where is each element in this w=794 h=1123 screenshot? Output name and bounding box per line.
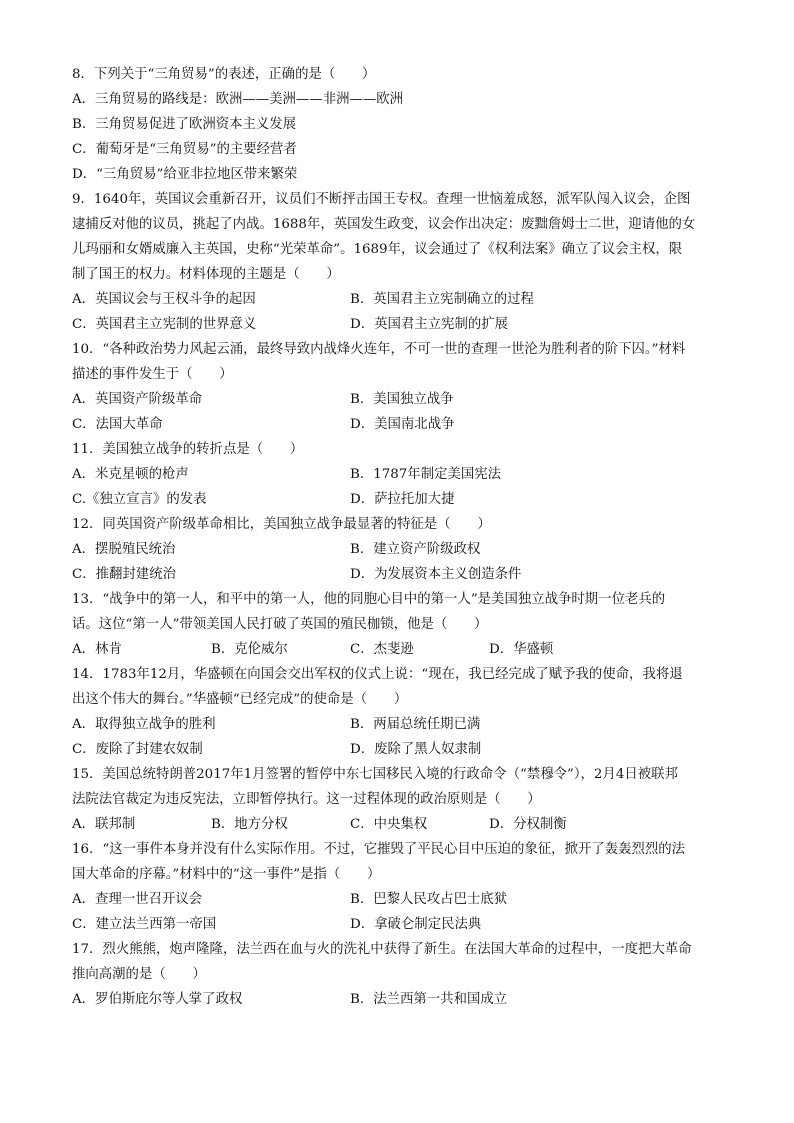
answer-option: D．“三角贸易”给亚非拉地区带来繁荣 bbox=[72, 167, 298, 182]
options-row bbox=[72, 637, 732, 662]
answer-option: C．推翻封建统治 bbox=[72, 567, 176, 582]
options-row bbox=[72, 137, 732, 162]
question-stem-line: 15．美国总统特朗普2017年1月签署的暂停中东七国移民入境的行政命令（“禁穆令”），2月4日被联邦 bbox=[72, 767, 678, 782]
question-stem-line: 出这个伟大的舞台。”华盛顿“已经完成”的使命是（ ） bbox=[72, 692, 408, 707]
options-row bbox=[72, 812, 732, 837]
options-row bbox=[72, 412, 732, 437]
question-stem-line: 推向高潮的是（ ） bbox=[72, 967, 206, 982]
answer-option: A．取得独立战争的胜利 bbox=[72, 717, 216, 732]
answer-option: A．米克星顿的枪声 bbox=[72, 467, 189, 482]
options-row bbox=[72, 887, 732, 912]
options-row bbox=[72, 562, 732, 587]
question-stem-line: 儿玛丽和女婿威廉入主英国，史称“光荣革命”。1689年，议会通过了《权利法案》确立了议会主权，限 bbox=[72, 242, 683, 257]
answer-option: C．英国君主立宪制的世界意义 bbox=[72, 317, 257, 332]
question-stem-line: 12．同英国资产阶级革命相比，美国独立战争最显著的特征是（ ） bbox=[72, 517, 491, 532]
question-stem-line: 8．下列关于“三角贸易”的表述，正确的是（ ） bbox=[72, 67, 376, 82]
question-stem-line: 17．烈火熊熊，炮声隆隆，法兰西在血与火的洗礼中获得了新生。在法国大革命的过程中，一度把大革命 bbox=[72, 942, 692, 957]
answer-option: B．英国君主立宪制确立的过程 bbox=[350, 292, 534, 307]
options-row bbox=[72, 387, 732, 412]
answer-option: C.《独立宣言》的发表 bbox=[72, 492, 207, 507]
answer-option: C．法国大革命 bbox=[72, 417, 163, 432]
question-10 bbox=[72, 337, 732, 437]
question-15 bbox=[72, 762, 732, 837]
answer-option: D．美国南北战争 bbox=[350, 417, 455, 432]
question-stem-line: 法院法官裁定为违反宪法，立即暂停执行。这一过程体现的政治原则是（ ） bbox=[72, 792, 541, 807]
question-stem-line: 国大革命的序幕。”材料中的“这一事件”是指（ ） bbox=[72, 867, 381, 882]
question-9 bbox=[72, 187, 732, 337]
answer-option: A．摆脱殖民统治 bbox=[72, 542, 176, 557]
answer-option: D．分权制衡 bbox=[489, 817, 567, 832]
options-row bbox=[72, 537, 732, 562]
options-row bbox=[72, 712, 732, 737]
answer-option: A．查理一世召开议会 bbox=[72, 892, 203, 907]
answer-option: D．废除了黑人奴隶制 bbox=[350, 742, 482, 757]
question-stem-line: 制了国王的权力。材料体现的主题是（ ） bbox=[72, 267, 340, 282]
answer-option: B．两届总统任期已满 bbox=[350, 717, 481, 732]
options-row bbox=[72, 162, 732, 187]
question-16 bbox=[72, 837, 732, 937]
answer-option: C．葡萄牙是“三角贸易”的主要经营者 bbox=[72, 142, 297, 157]
answer-option: D．萨拉托加大捷 bbox=[350, 492, 455, 507]
options-row bbox=[72, 987, 732, 1012]
answer-option: D．华盛顿 bbox=[489, 642, 554, 657]
question-stem-line: 描述的事件发生于（ ） bbox=[72, 367, 233, 382]
options-row bbox=[72, 737, 732, 762]
question-12 bbox=[72, 512, 732, 587]
question-stem-line: 10．“各种政治势力风起云涌，最终导致内战烽火连年，不可一世的查理一世沦为胜利者的阶下囚。”材料 bbox=[72, 342, 686, 357]
answer-option: B．三角贸易促进了欧洲资本主义发展 bbox=[72, 117, 297, 132]
answer-option: A．三角贸易的路线是：欧洲——美洲——非洲——欧洲 bbox=[72, 92, 404, 107]
question-17 bbox=[72, 937, 732, 1012]
question-stem-line: 逮捕反对他的议员，挑起了内战。1688年，英国发生政变，议会作出决定：废黜詹姆士二世，迎请他的女 bbox=[72, 217, 696, 232]
answer-option: A．英国资产阶级革命 bbox=[72, 392, 203, 407]
question-8 bbox=[72, 62, 732, 187]
question-14 bbox=[72, 662, 732, 762]
answer-option: B．1787年制定美国宪法 bbox=[350, 467, 502, 482]
answer-option: C．杰斐逊 bbox=[350, 642, 414, 657]
answer-option: B．法兰西第一共和国成立 bbox=[350, 992, 508, 1007]
options-row bbox=[72, 287, 732, 312]
question-13 bbox=[72, 587, 732, 662]
options-row bbox=[72, 87, 732, 112]
question-11 bbox=[72, 437, 732, 512]
question-stem-line: 9．1640年，英国议会重新召开，议员们不断抨击国王专权。查理一世恼羞成怒，派军队闯入议会，企图 bbox=[72, 192, 691, 207]
answer-option: B．克伦威尔 bbox=[211, 642, 288, 657]
question-stem-line: 13．“战争中的第一人，和平中的第一人，他的同胞心目中的第一人”是美国独立战争时期一位老兵的 bbox=[72, 592, 666, 607]
question-stem-line: 16．“这一事件本身并没有什么实际作用。不过，它摧毁了平民心目中压迫的象征，掀开了轰轰烈烈的法 bbox=[72, 842, 686, 857]
options-row bbox=[72, 487, 732, 512]
answer-option: C．废除了封建农奴制 bbox=[72, 742, 203, 757]
answer-option: A．联邦制 bbox=[72, 817, 136, 832]
options-row bbox=[72, 112, 732, 137]
answer-option: D．拿破仑制定民法典 bbox=[350, 917, 482, 932]
answer-option: A．罗伯斯庇尔等人掌了政权 bbox=[72, 992, 243, 1007]
question-stem-line: 14．1783年12月，华盛顿在向国会交出军权的仪式上说：“现在，我已经完成了赋予我的使命，我将退 bbox=[72, 667, 683, 682]
answer-option: A．英国议会与王权斗争的起因 bbox=[72, 292, 256, 307]
answer-option: B．美国独立战争 bbox=[350, 392, 454, 407]
exam-page bbox=[72, 62, 732, 1012]
options-row bbox=[72, 462, 732, 487]
question-stem-line: 话。这位“第一人”带领美国人民打破了英国的殖民枷锁，他是（ ） bbox=[72, 617, 488, 632]
answer-option: C．中央集权 bbox=[350, 817, 428, 832]
answer-option: B．巴黎人民攻占巴士底狱 bbox=[350, 892, 508, 907]
answer-option: D．为发展资本主义创造条件 bbox=[350, 567, 522, 582]
answer-option: D．英国君主立宪制的扩展 bbox=[350, 317, 509, 332]
options-row bbox=[72, 312, 732, 337]
options-row bbox=[72, 912, 732, 937]
answer-option: C．建立法兰西第一帝国 bbox=[72, 917, 217, 932]
question-stem-line: 11．美国独立战争的转折点是（ ） bbox=[72, 442, 304, 457]
answer-option: B．地方分权 bbox=[211, 817, 288, 832]
answer-option: A．林肯 bbox=[72, 642, 122, 657]
answer-option: B．建立资产阶级政权 bbox=[350, 542, 481, 557]
